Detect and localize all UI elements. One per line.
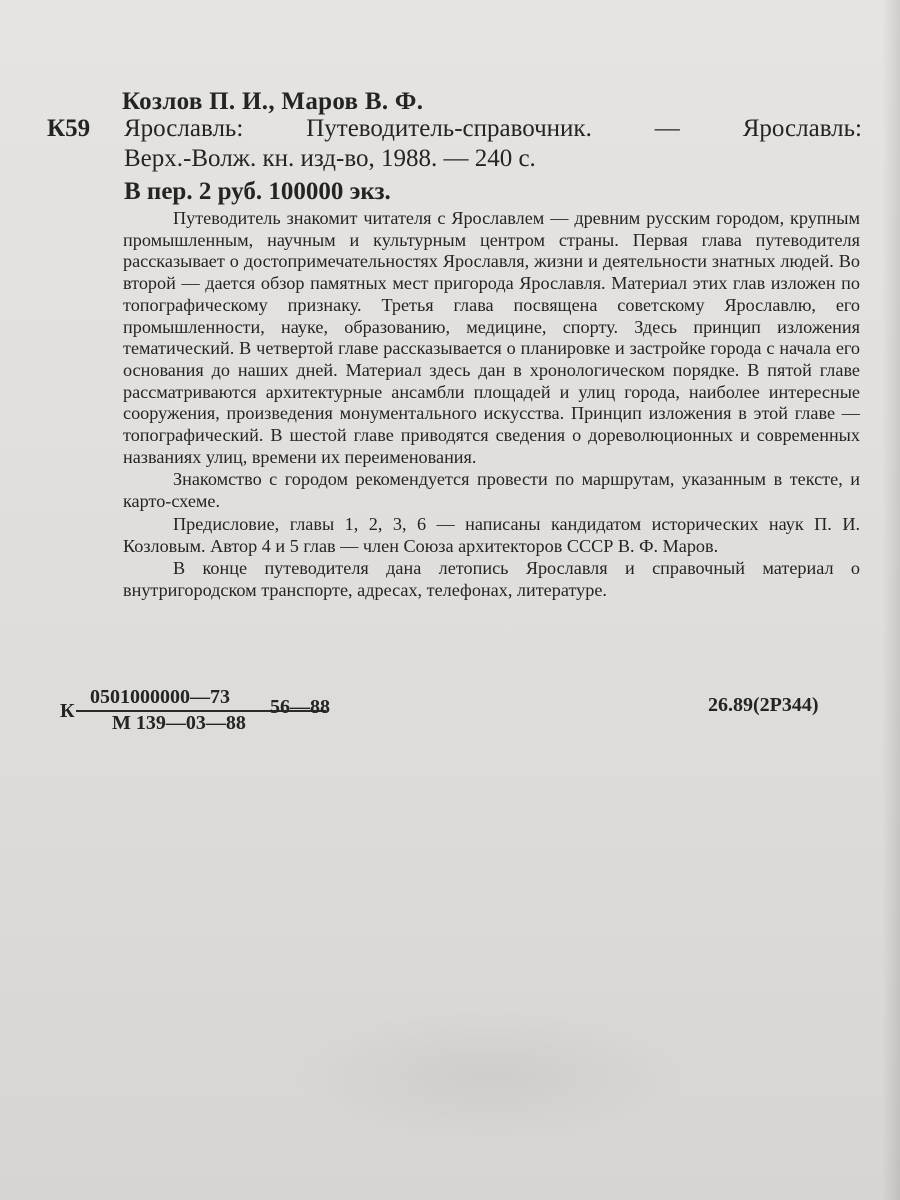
index-denominator: М 139—03—88	[112, 712, 246, 734]
annotation-paragraph: Путеводитель знакомит читателя с Ярославлем — древним русским городом, крупным промышленным, научным и культурным центром страны. Первая глава путеводителя рассказывает о достопримечательностях Ярославля, жизни и деятельности знатных людей. Во второй — дается обзор памятных мест пригорода Ярославля. Материал этих глав изложен по топографическому признаку. Третья глава посвящена советскому Ярославлю, его промышленности, науке, образованию, медицине, спорту. Здесь принцип изложения тематический. В четвертой главе рассказывается о планировке и застройке города с начала его основания до наших дней. Материал здесь дан в хронологическом порядке. В пятой главе рассматриваются архитектурные ансамбли площадей и улиц города, наиболее интересные сооружения, произведения монументального искусства. Принцип изложения в этой главе — топографический. В шестой главе приводятся сведения о дореволюционных и современных названиях улиц, времени их переименования.	[123, 208, 860, 467]
annotation-paragraph: Знакомство с городом рекомендуется провести по маршрутам, указанным в тексте, и карто-схеме.	[123, 469, 860, 512]
annotation-paragraph: В конце путеводителя дана летопись Ярославля и справочный материал о внутригородском транспорте, адресах, телефонах, литературе.	[123, 558, 860, 600]
annotation-paragraph: Предисловие, главы 1, 2, 3, 6 — написаны кандидатом исторических наук П. И. Козловым. Автор 4 и 5 глав — член Союза архитекторов СССР В. Ф. Маров.	[123, 513, 860, 556]
index-suffix: 56—88	[270, 696, 330, 718]
index-letter: К	[60, 700, 75, 722]
author-index-code: К59	[47, 115, 91, 142]
bbk-classification: 26.89(2Р344)	[708, 694, 819, 716]
book-title-line: Ярославль: Путеводитель-справочник. — Ярославль:	[124, 115, 862, 142]
book-authors: Козлов П. И., Маров В. Ф.	[122, 88, 424, 115]
price-and-print-run: В пер. 2 руб. 100000 экз.	[124, 178, 391, 205]
show-through-bleed	[290, 1005, 690, 1145]
annotation-text	[123, 208, 860, 602]
publisher-line: Верх.-Волж. кн. изд-во, 1988. — 240 с.	[124, 145, 536, 172]
index-numerator: 0501000000—73	[90, 686, 230, 708]
page-edge-shadow	[882, 0, 900, 1200]
